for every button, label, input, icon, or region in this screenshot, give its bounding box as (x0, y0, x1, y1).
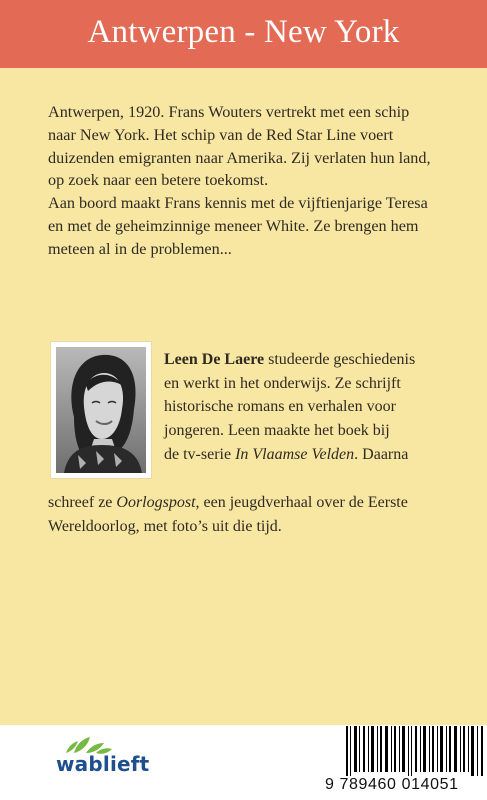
barcode (344, 726, 487, 783)
synopsis-line: op zoek naar een betere toekomst. (48, 171, 269, 190)
synopsis (48, 101, 448, 261)
book-title: Antwerpen - New York (87, 14, 400, 50)
synopsis-line: en met de geheimzinnige meneer White. Ze brengen hem (48, 216, 419, 235)
publisher-name: wablieft (56, 752, 150, 776)
author-bio (164, 348, 454, 467)
synopsis-line: Antwerpen, 1920. Frans Wouters vertrekt met een schip (48, 103, 410, 121)
publisher-logo (56, 733, 176, 785)
author-portrait-image (56, 347, 146, 473)
synopsis-line: meteen al in de problemen... (48, 239, 232, 258)
tv-series-title: In Vlaamse Velden (235, 445, 355, 463)
title-banner (0, 0, 487, 68)
synopsis-line: naar New York. Het schip van de Red Star Line voert (48, 125, 394, 144)
bio-line (48, 491, 454, 515)
book-reference-title: Oorlogspost (116, 494, 196, 511)
barcode-icon (344, 726, 487, 776)
synopsis-line: duizenden emigranten naar Amerika. Zij verlaten hun land, (48, 148, 431, 167)
bio-line (164, 348, 454, 372)
bio-text: schreef ze (48, 494, 117, 511)
bio-line: en werkt in het onderwijs. Ze schrijft (164, 374, 401, 392)
bio-text: . Daarna (354, 445, 409, 463)
author-name: Leen De Laere (164, 351, 265, 368)
bio-text: studeerde geschiedenis (264, 351, 416, 368)
author-bio-continued (48, 491, 454, 538)
bio-line: Wereldoorlog, met foto’s uit die tijd. (48, 517, 282, 535)
synopsis-line: Aan boord maakt Frans kennis met de vijftienjarige Teresa (48, 194, 428, 213)
isbn-number: 9 789460 014051 (325, 776, 459, 793)
bio-text: , een jeugdverhaal over de Eerste (195, 494, 408, 511)
bio-line: jongeren. Leen maakte het boek bij (164, 422, 390, 440)
portrait-illustration (56, 347, 146, 473)
bio-text: de tv-serie (164, 445, 236, 463)
bio-line: historische romans en verhalen voor (164, 398, 396, 416)
author-photo (51, 342, 151, 478)
bio-line (164, 443, 454, 467)
